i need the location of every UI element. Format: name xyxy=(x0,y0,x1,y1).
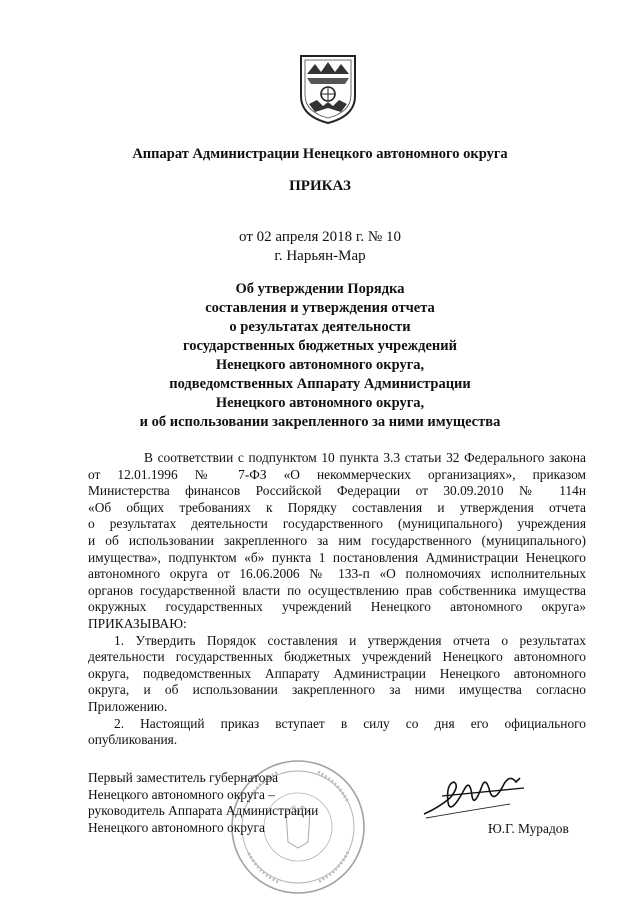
title-line: Об утверждении Порядка xyxy=(235,281,405,297)
body-line: и об использовании закрепленного за ним государственного (муниципального) xyxy=(88,532,586,548)
body-line: округа, подведомственных Аппарату Администрации Ненецкого автономного xyxy=(88,665,586,681)
body-line: имущества», подпунктом «б» пункта 1 постановления Администрации Ненецкого xyxy=(88,549,586,565)
coat-of-arms-emblem xyxy=(297,52,359,126)
body-line: 2. Настоящий приказ вступает в силу со дня его официального xyxy=(114,715,586,731)
signer-position: Ненецкого автономного округа xyxy=(88,819,265,835)
title-line: Ненецкого автономного округа, xyxy=(215,357,425,373)
body-line: органов государственной власти по осуществлению прав собственника имущества xyxy=(88,582,586,598)
body-line: округа, и об использовании закрепленного за ними имущества согласно xyxy=(88,682,586,698)
organization-name: Аппарат Администрации Ненецкого автономного округа xyxy=(132,146,508,162)
body-line: «Об общих требованиях к Порядку составления и утверждения отчета xyxy=(88,499,586,515)
body-line: Приложению. xyxy=(88,698,168,714)
date-block xyxy=(0,228,640,266)
title-line: Ненецкого автономного округа, xyxy=(215,395,425,411)
place-line: г. Нарьян-Мар xyxy=(274,248,366,264)
title-line: государственных бюджетных учреждений xyxy=(183,338,457,354)
body-line: В соответствии с подпунктом 10 пункта 3.3 статьи 32 Федерального закона xyxy=(144,450,586,465)
signer-position: Ненецкого автономного округа – xyxy=(88,786,275,802)
signer-name: Ю.Г. Мурадов xyxy=(488,821,569,836)
body-line: от 12.01.1996 № 7-ФЗ «О некоммерческих организациях», приказом xyxy=(88,466,586,482)
body-line: 1. Утвердить Порядок составления и утверждения отчета о результатах xyxy=(114,632,586,648)
signer-position: Первый заместитель губернатора xyxy=(88,770,279,785)
body-line: окружных государственных учреждений Ненецкого автономного округа» xyxy=(88,599,586,615)
body-line: опубликования. xyxy=(88,732,178,748)
signature-block xyxy=(88,770,318,836)
title-line: о результатах деятельности xyxy=(229,319,411,335)
body-line: о результатах деятельности государственного (муниципального) учреждения xyxy=(88,516,586,532)
title-line: составления и утверждения отчета xyxy=(205,300,435,316)
document-type: ПРИКАЗ xyxy=(289,178,351,194)
body-line: автономного округа от 16.06.2006 № 133-п «О полномочиях исполнительных xyxy=(88,566,586,582)
document-title xyxy=(110,280,530,432)
body-line: Министерства финансов Российской Федерации от 30.09.2010 № 114н xyxy=(88,483,586,499)
title-line: и об использовании закрепленного за ними имущества xyxy=(139,414,501,430)
body-line: деятельности государственных бюджетных учреждений Ненецкого автономного xyxy=(88,649,586,665)
order-keyword: ПРИКАЗЫВАЮ: xyxy=(88,615,187,631)
handwritten-signature xyxy=(420,768,530,823)
title-line: подведомственных Аппарату Администрации xyxy=(169,376,471,392)
document-body xyxy=(88,450,586,749)
signer-position: руководитель Аппарата Администрации xyxy=(88,803,319,819)
date-line: от 02 апреля 2018 г. № 10 xyxy=(239,229,401,245)
